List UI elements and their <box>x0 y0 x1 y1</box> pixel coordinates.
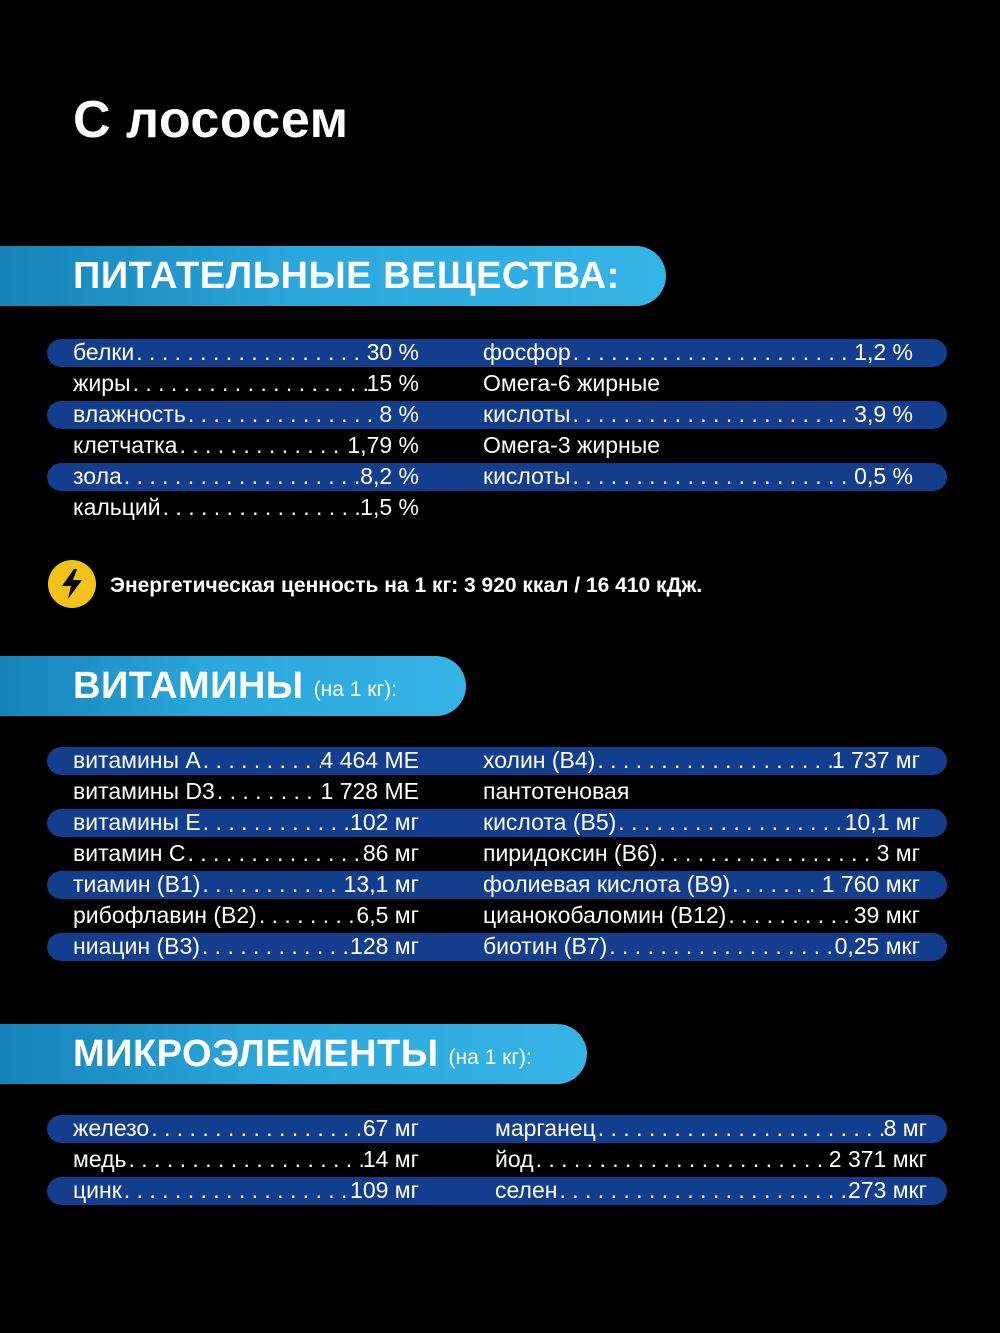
item-value: 30 % <box>366 339 419 365</box>
list-item <box>483 869 920 900</box>
item-value: 1,5 % <box>360 494 419 520</box>
list-item <box>483 399 913 430</box>
item-name: марганец <box>495 1115 596 1141</box>
item-name: кальций <box>73 494 161 520</box>
item-value: 109 мг <box>350 1177 419 1203</box>
lightning-icon <box>48 560 96 608</box>
item-value: 1,79 % <box>347 432 419 458</box>
item-name: холин (В4) <box>483 747 596 773</box>
item-value: 3 мг <box>876 840 920 866</box>
microelements-banner <box>0 1024 587 1084</box>
item-name: жиры <box>73 370 131 396</box>
item-value: 8 мг <box>883 1115 927 1141</box>
list-item <box>73 776 419 807</box>
item-value: 6,5 мг <box>356 902 419 928</box>
item-name: Омега-6 жирные <box>483 370 661 396</box>
item-name: фосфор <box>483 339 571 365</box>
item-value: 8 % <box>379 401 419 427</box>
list-item <box>73 337 419 368</box>
item-name: витамины А <box>73 747 201 773</box>
nutrients-banner <box>0 246 666 306</box>
item-name: кислоты <box>483 401 571 427</box>
item-name: железо <box>73 1115 150 1141</box>
item-value: 1 728 МЕ <box>320 778 419 804</box>
item-name: пиридоксин (В6) <box>483 840 658 866</box>
list-item <box>73 1144 419 1175</box>
list-item <box>73 492 419 523</box>
item-name: Омега-3 жирные <box>483 432 661 458</box>
list-item <box>483 368 913 399</box>
page-title: С лососем <box>73 91 349 149</box>
list-item <box>73 807 419 838</box>
list-item <box>73 838 419 869</box>
item-value: 86 мг <box>362 840 419 866</box>
item-name: зола <box>73 463 122 489</box>
vitamins-banner <box>0 656 466 716</box>
item-value: 8,2 % <box>360 463 419 489</box>
energy-value-text: Энергетическая ценность на 1 кг: 3 920 ккал / 16 410 кДж. <box>110 574 703 597</box>
item-value: 67 мг <box>362 1115 419 1141</box>
item-name: пантотеновая <box>483 778 630 804</box>
list-item <box>483 745 920 776</box>
microelements-subtitle: (на 1 кг): <box>448 1046 532 1069</box>
list-item <box>495 1175 927 1206</box>
item-value: 1 737 мг <box>831 747 920 773</box>
item-name: витамины Е <box>73 809 201 835</box>
list-item <box>483 807 920 838</box>
item-name: витамин С <box>73 840 186 866</box>
list-item <box>73 869 419 900</box>
list-item <box>483 337 913 368</box>
item-name: кислоты <box>483 463 571 489</box>
item-value: 1 760 мкг <box>821 871 920 897</box>
list-item <box>73 900 419 931</box>
list-item <box>73 1113 419 1144</box>
list-item <box>73 745 419 776</box>
item-value: 0,5 % <box>854 463 913 489</box>
item-value: 10,1 мг <box>844 809 920 835</box>
microelements-title: МИКРОЭЛЕМЕНТЫ <box>73 1032 439 1075</box>
item-value: 128 мг <box>350 933 419 959</box>
list-item <box>73 461 419 492</box>
list-item <box>495 1113 927 1144</box>
vitamins-title: ВИТАМИНЫ <box>73 664 304 707</box>
item-name: кислота (В5) <box>483 809 617 835</box>
item-value: 0,25 мкг <box>834 933 920 959</box>
item-value: 4 464 МЕ <box>320 747 419 773</box>
item-name: тиамин (В1) <box>73 871 201 897</box>
item-name: ниацин (В3) <box>73 933 200 959</box>
list-item <box>483 776 920 807</box>
item-name: селен <box>495 1177 558 1203</box>
list-item <box>73 1175 419 1206</box>
item-value: 273 мкг <box>847 1177 927 1203</box>
vitamins-subtitle: (на 1 кг): <box>313 678 397 701</box>
list-item <box>483 461 913 492</box>
item-name: цинк <box>73 1177 122 1203</box>
item-value: 1,2 % <box>854 339 913 365</box>
item-value: 39 мкг <box>853 902 920 928</box>
item-name: медь <box>73 1146 127 1172</box>
item-value: 15 % <box>366 370 419 396</box>
item-name: белки <box>73 339 135 365</box>
list-item <box>483 900 920 931</box>
list-item <box>483 430 913 461</box>
item-name: йод <box>495 1146 534 1172</box>
item-name: фолиевая кислота (В9) <box>483 871 731 897</box>
list-item <box>73 368 419 399</box>
item-name: клетчатка <box>73 432 178 458</box>
item-value: 102 мг <box>350 809 419 835</box>
list-item <box>73 931 419 962</box>
list-item <box>483 931 920 962</box>
item-name: биотин (В7) <box>483 933 608 959</box>
item-value: 3,9 % <box>854 401 913 427</box>
list-item <box>73 430 419 461</box>
item-value: 13,1 мг <box>343 871 419 897</box>
item-name: цианокобаломин (В12) <box>483 902 727 928</box>
list-item <box>495 1144 927 1175</box>
item-name: влажность <box>73 401 186 427</box>
item-name: витамины D3 <box>73 778 215 804</box>
nutrients-title: ПИТАТЕЛЬНЫЕ ВЕЩЕСТВА: <box>73 254 620 297</box>
item-value: 2 371 мкг <box>828 1146 927 1172</box>
list-item <box>483 838 920 869</box>
item-value: 14 мг <box>362 1146 419 1172</box>
list-item <box>73 399 419 430</box>
item-name: рибофлавин (В2) <box>73 902 257 928</box>
